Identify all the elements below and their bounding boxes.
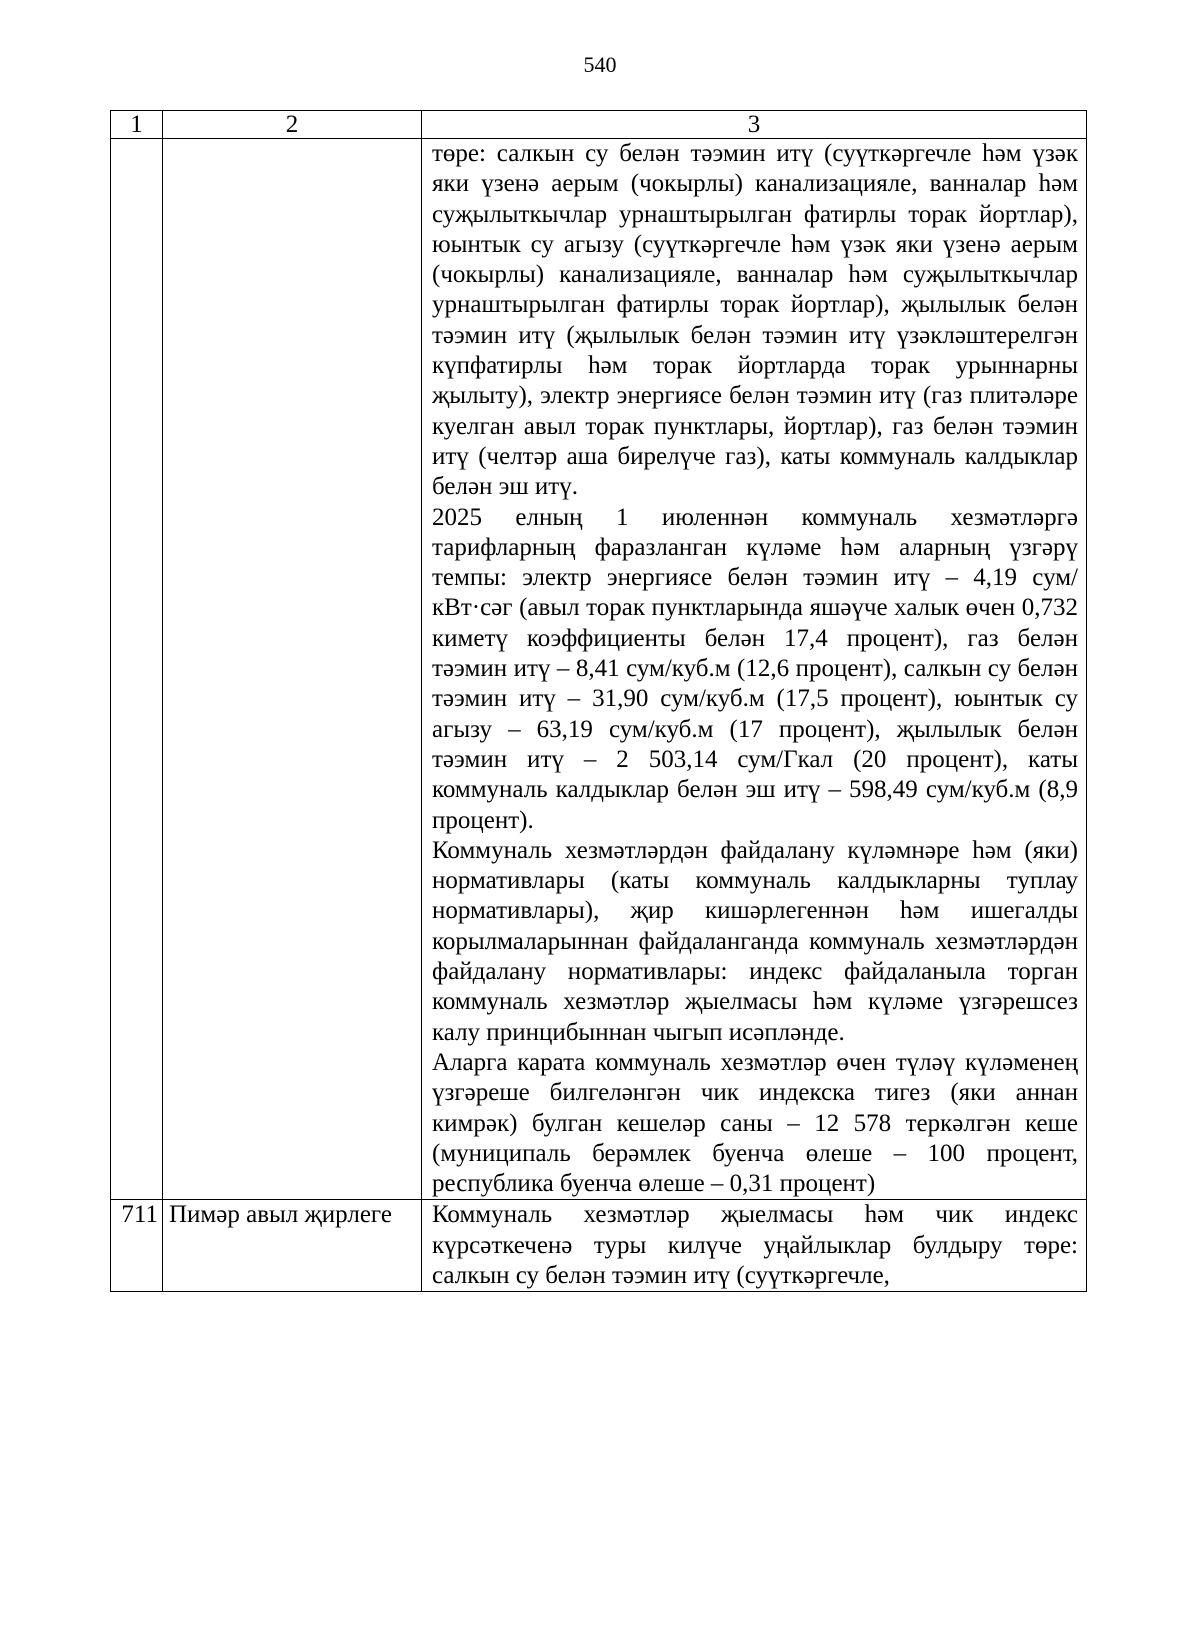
page-number: 540 (583, 52, 617, 77)
description-paragraph: Аларга карата коммуналь хезмәтләр өчен түләү күләменең үзгәреше билгеләнгән чик индекска тигез (яки аннан кимрәк) булган кешеләр саны – 12 578 теркәлгән кеше (муниципаль берәмлек буенча өлеше – 100 процент, республика буенча өлеше – 0,31 процент) (432, 1048, 1078, 1198)
column-header-3: 3 (422, 111, 1087, 139)
settlement-name: Пимәр авыл җирлеге (163, 1200, 422, 1292)
row-number: 711 (111, 1200, 163, 1292)
description-paragraph: 2025 елның 1 июленнән коммуналь хезмәтләргә тарифларның фаразланган күләме һәм аларның үзгәрү темпы: электр энергиясе белән тәэмин итү – 4,19 сум/кВт·сәг (авыл торак пунктларында яшәүче халык өчен 0,732 киметү коэффициенты белән 17,4 процент), газ белән тәэмин итү – 8,41 сум/куб.м (12,6 процент), салкын су белән тәэмин итү – 31,90 сум/куб.м (17,5 процент), юынтык су агызу – 63,19 сум/куб.м (17 процент), җылылык белән тәэмин итү – 2 503,14 сум/Гкал (20 процент), каты коммуналь калдыклар белән эш итү – 598,49 сум/куб.м (8,9 процент). (432, 503, 1078, 834)
description-cell (422, 139, 1087, 1200)
table-row (111, 1200, 1087, 1292)
description-paragraph: Коммуналь хезмәтләрдән файдалану күләмнәре һәм (яки) нормативлары (каты коммуналь калдыкларны туплау нормативлары), җир кишәрлегеннән һәм ишегалды корылмаларыннан файдаланганда коммуналь хезмәтләрдән файдалану нормативлары: индекс файдаланыла торган коммуналь хезмәтләр җыелмасы һәм күләме үзгәрешсез калу принцибыннан чыгып исәпләнде. (432, 836, 1078, 1046)
column-header-1: 1 (111, 111, 163, 139)
description-paragraph: Коммуналь хезмәтләр җыелмасы һәм чик индекс күрсәткеченә туры килүче уңайлыклар булдыру төре: салкын су белән тәэмин итү (суүткәргечле, (432, 1201, 1078, 1289)
settlement-name (163, 139, 422, 1200)
description-cell (422, 1200, 1087, 1292)
table-header-row (111, 111, 1087, 139)
document-table (110, 110, 1087, 1292)
column-header-2: 2 (163, 111, 422, 139)
description-paragraph: төре: салкын су белән тәэмин итү (суүткәргечле һәм үзәк яки үзенә аерым (чокырлы) канализацияле, ванналар һәм суҗылыткычлар урнаштырылган фатирлы торак йортлар), юынтык су агызу (суүткәргечле һәм үзәк яки үзенә аерым (чокырлы) канализацияле, ванналар һәм суҗылыткычлар урнаштырылган фатирлы торак йортлар), җылылык белән тәэмин итү (җылылык белән тәэмин итү үзәкләштерелгән күпфатирлы һәм торак йортларда торак урыннарны җылыту), электр энергиясе белән тәэмин итү (газ плитәләре куелган авыл торак пунктлары, йортлар), газ белән тәэмин итү (челтәр аша бирелүче газ), каты коммуналь калдыклар белән эш итү. (432, 140, 1078, 501)
row-number (111, 139, 163, 1200)
table-row (111, 139, 1087, 1200)
